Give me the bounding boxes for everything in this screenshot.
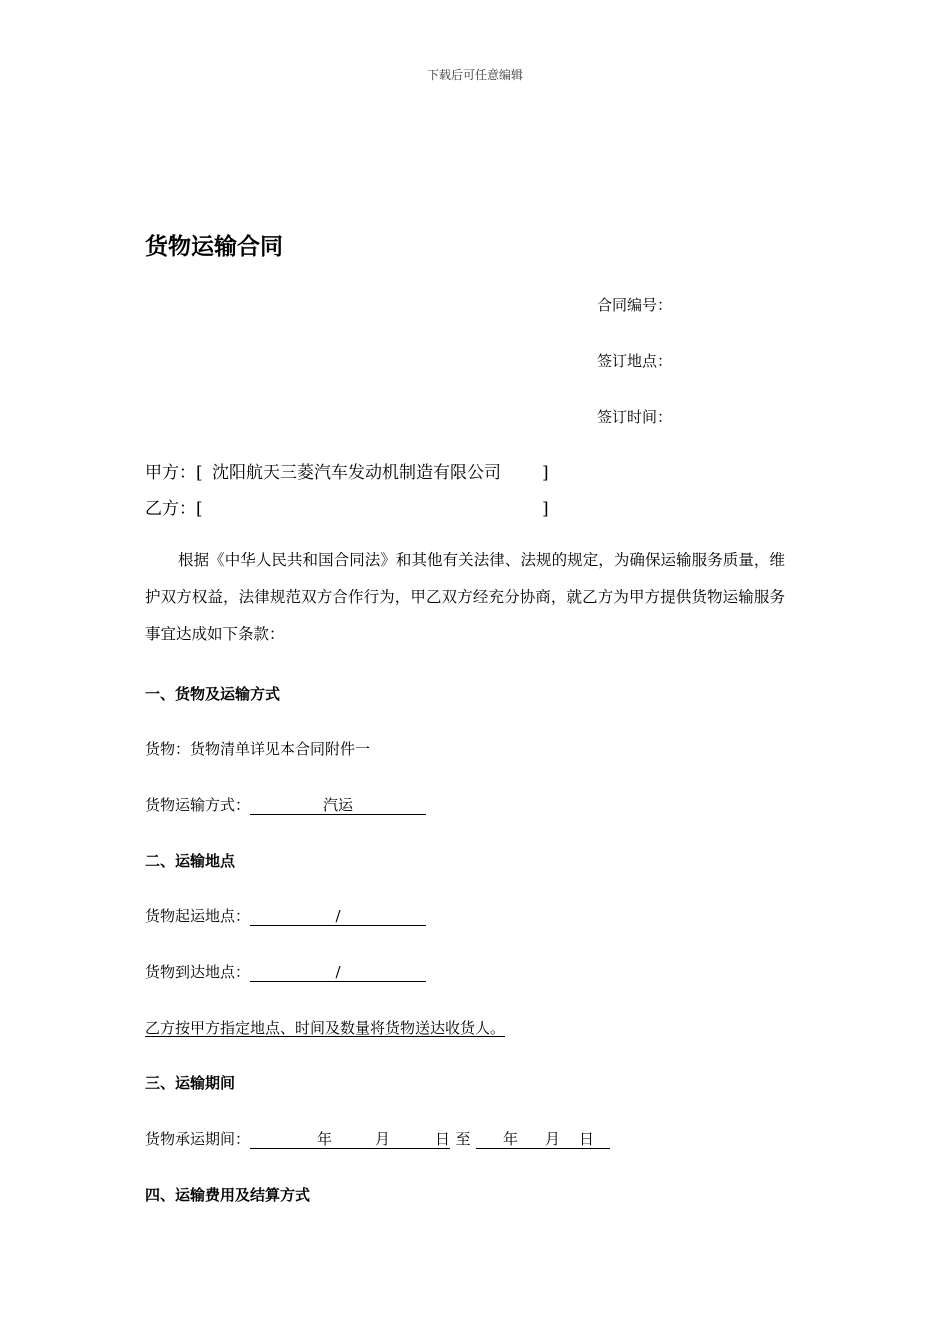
intro-paragraph: 根据《中华人民共和国合同法》和其他有关法律、法规的规定，为确保运输服务质量，维护双方权益，法律规范双方合作行为，甲乙双方经充分协商，就乙方为甲方提供货物运输服务事宜达成如下条款：	[145, 551, 785, 643]
header-note: 下载后可任意编辑	[426, 68, 523, 82]
period-label: 货物承运期间：	[145, 1130, 251, 1148]
end-year: 年	[503, 1130, 519, 1148]
origin-line	[145, 905, 426, 926]
destination-value: /	[250, 963, 426, 982]
start-year: 年	[317, 1130, 333, 1148]
origin-label: 货物起运地点：	[145, 907, 251, 925]
destination-line	[145, 961, 426, 982]
transport-mode-label: 货物运输方式：	[145, 796, 251, 814]
period-end-date	[476, 1130, 610, 1149]
party-b-label: 乙方：	[145, 499, 196, 519]
party-b	[145, 494, 549, 519]
transport-mode-value: 汽运	[250, 796, 426, 815]
delivery-note: 乙方按甲方指定地点、时间及数量将货物送达收货人。	[145, 1019, 506, 1037]
sign-time-label: 签订时间：	[597, 408, 673, 426]
party-a-label: 甲方：	[145, 463, 196, 483]
destination-label: 货物到达地点：	[145, 963, 251, 981]
party-a-name: 沈阳航天三菱汽车发动机制造有限公司	[212, 463, 501, 483]
section-2-heading: 二、运输地点	[145, 852, 236, 870]
end-day: 日	[579, 1130, 595, 1148]
document-title: 货物运输合同	[145, 234, 283, 260]
transport-mode-line	[145, 794, 426, 815]
party-b-close-bracket: ]	[542, 499, 549, 519]
period-line	[145, 1128, 610, 1149]
contract-number-label: 合同编号：	[597, 296, 673, 314]
origin-value: /	[250, 907, 426, 926]
section-4-heading: 四、运输费用及结算方式	[145, 1186, 311, 1204]
section-3-heading: 三、运输期间	[145, 1074, 236, 1092]
section-1-heading: 一、货物及运输方式	[145, 685, 281, 703]
end-month: 月	[545, 1130, 561, 1148]
sign-place-label: 签订地点：	[597, 352, 673, 370]
start-month: 月	[375, 1130, 391, 1148]
start-day: 日	[435, 1130, 451, 1148]
goods-line: 货物：货物清单详见本合同附件一	[145, 740, 371, 758]
period-start-date	[250, 1130, 450, 1149]
party-a-open-bracket: [	[196, 463, 203, 483]
period-to: 至	[455, 1130, 471, 1148]
party-b-open-bracket: [	[196, 499, 203, 519]
party-a-close-bracket: ]	[542, 463, 549, 483]
party-a	[145, 458, 549, 483]
